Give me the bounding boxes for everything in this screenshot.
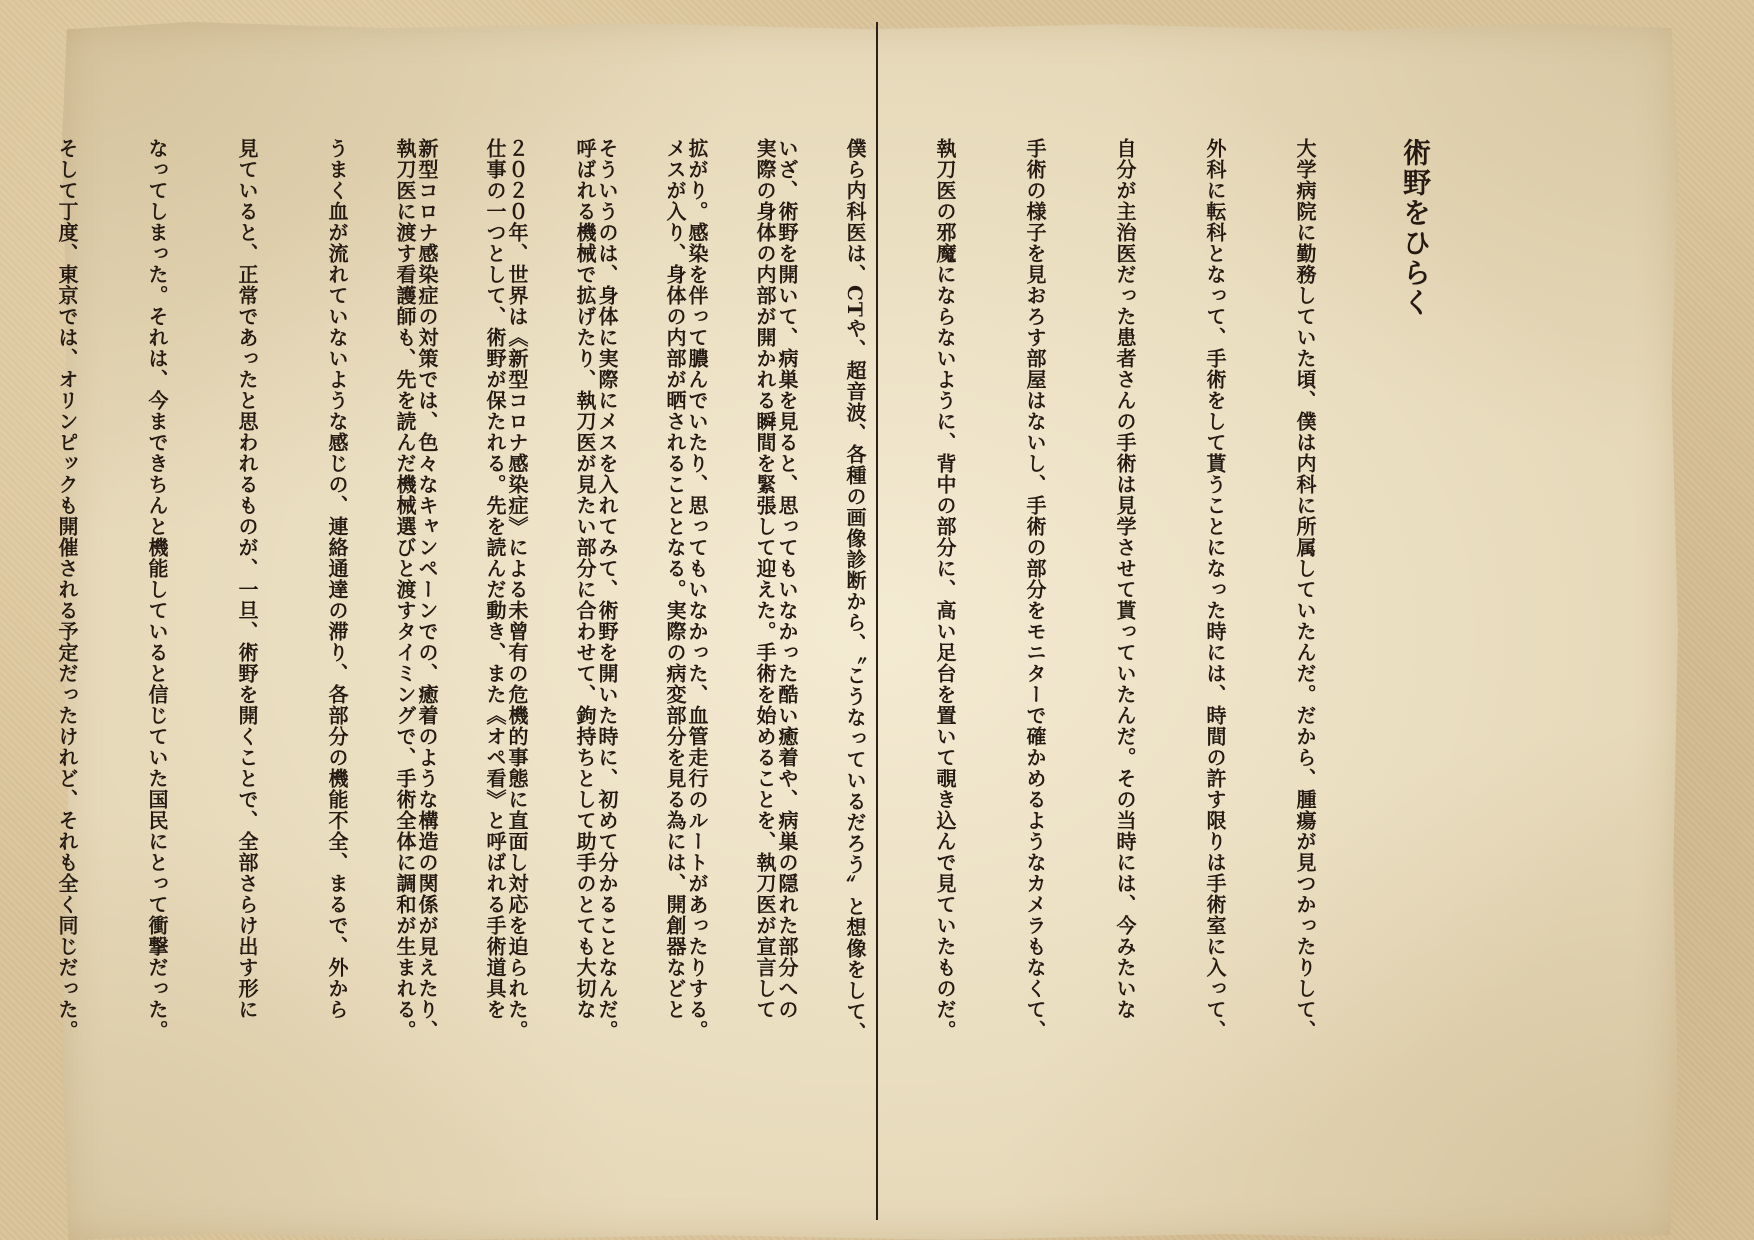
- text-line: ２０２０年、世界は《新型コロナ感染症》による未曾有の危機的事態に直面し対応を迫られた。: [505, 138, 529, 1041]
- text-line: 呼ばれる機械で拡げたり、執刀医が見たい部分に合わせて、鉤持ちとして助手のとても大切な: [573, 138, 597, 1020]
- text-line: 僕ら内科医は、CTや、超音波、各種の画像診断から、〝こうなっているだろう〟と想像をして、: [843, 138, 867, 1043]
- text-line: そして丁度、東京では、オリンピックも開催される予定だったけれど、それも全く同じだった。: [55, 138, 79, 1041]
- text-line: 自分が主治医だった患者さんの手術は見学させて貰っていたんだ。その当時には、今みたいな: [1113, 138, 1137, 1020]
- text-line: 仕事の一つとして、術野が保たれる。先を読んだ動き、また《オペ看》と呼ばれる手術道具を: [483, 138, 507, 1020]
- text-line: 拡がり。感染を伴って膿んでいたり、思ってもいなかった、血管走行のルートがあったりする。: [685, 138, 709, 1041]
- text-line: 実際の身体の内部が開かれる瞬間を緊張して迎えた。手術を始めることを、執刀医が宣言して: [753, 138, 777, 1020]
- text-line: 大学病院に勤務していた頃、僕は内科に所属していたんだ。だから、腫瘍が見つかったりして、: [1293, 138, 1317, 1041]
- text-line: いざ、術野を開いて、病巣を見ると、思ってもいなかった酷い癒着や、病巣の隠れた部分への: [775, 138, 799, 1020]
- text-line: なってしまった。それは、今まできちんと機能していると信じていた国民にとって衝撃だった。: [145, 138, 169, 1041]
- text-line: そういうのは、身体に実際にメスを入れてみて、術野を開いた時に、初めて分かることなんだ。: [595, 138, 619, 1041]
- text-line: 執刀医の邪魔にならないように、背中の部分に、高い足台を置いて覗き込んで見ていたものだ。: [933, 138, 957, 1041]
- text-line: うまく血が流れていないような感じの、連絡通達の滞り、各部分の機能不全、まるで、外から: [325, 138, 349, 1020]
- left-page: [0, 138, 862, 1108]
- text-line: 見ていると、正常であったと思われるものが、一旦、術野を開くことで、全部さらけ出す形に: [235, 138, 259, 1020]
- essay-title: 術野をひらく: [1399, 138, 1432, 318]
- text-line: 執刀医に渡す看護師も、先を読んだ機械選びと渡すタイミングで、手術全体に調和が生まれる。: [393, 138, 417, 1041]
- text-line: 外科に転科となって、手術をして貰うことになった時には、時間の許す限りは手術室に入って、: [1203, 138, 1227, 1041]
- text-line: 手術の様子を見おろす部屋はないし、手術の部分をモニターで確かめるようなカメラもなくて、: [1023, 138, 1047, 1041]
- text-line: 新型コロナ感染症の対策では、色々なキャンペーンでの、癒着のような構造の関係が見えたり、: [415, 138, 439, 1041]
- text-line: メスが入り、身体の内部が晒されることとなる。実際の病変部分を見る為には、開創器などと: [663, 138, 687, 1020]
